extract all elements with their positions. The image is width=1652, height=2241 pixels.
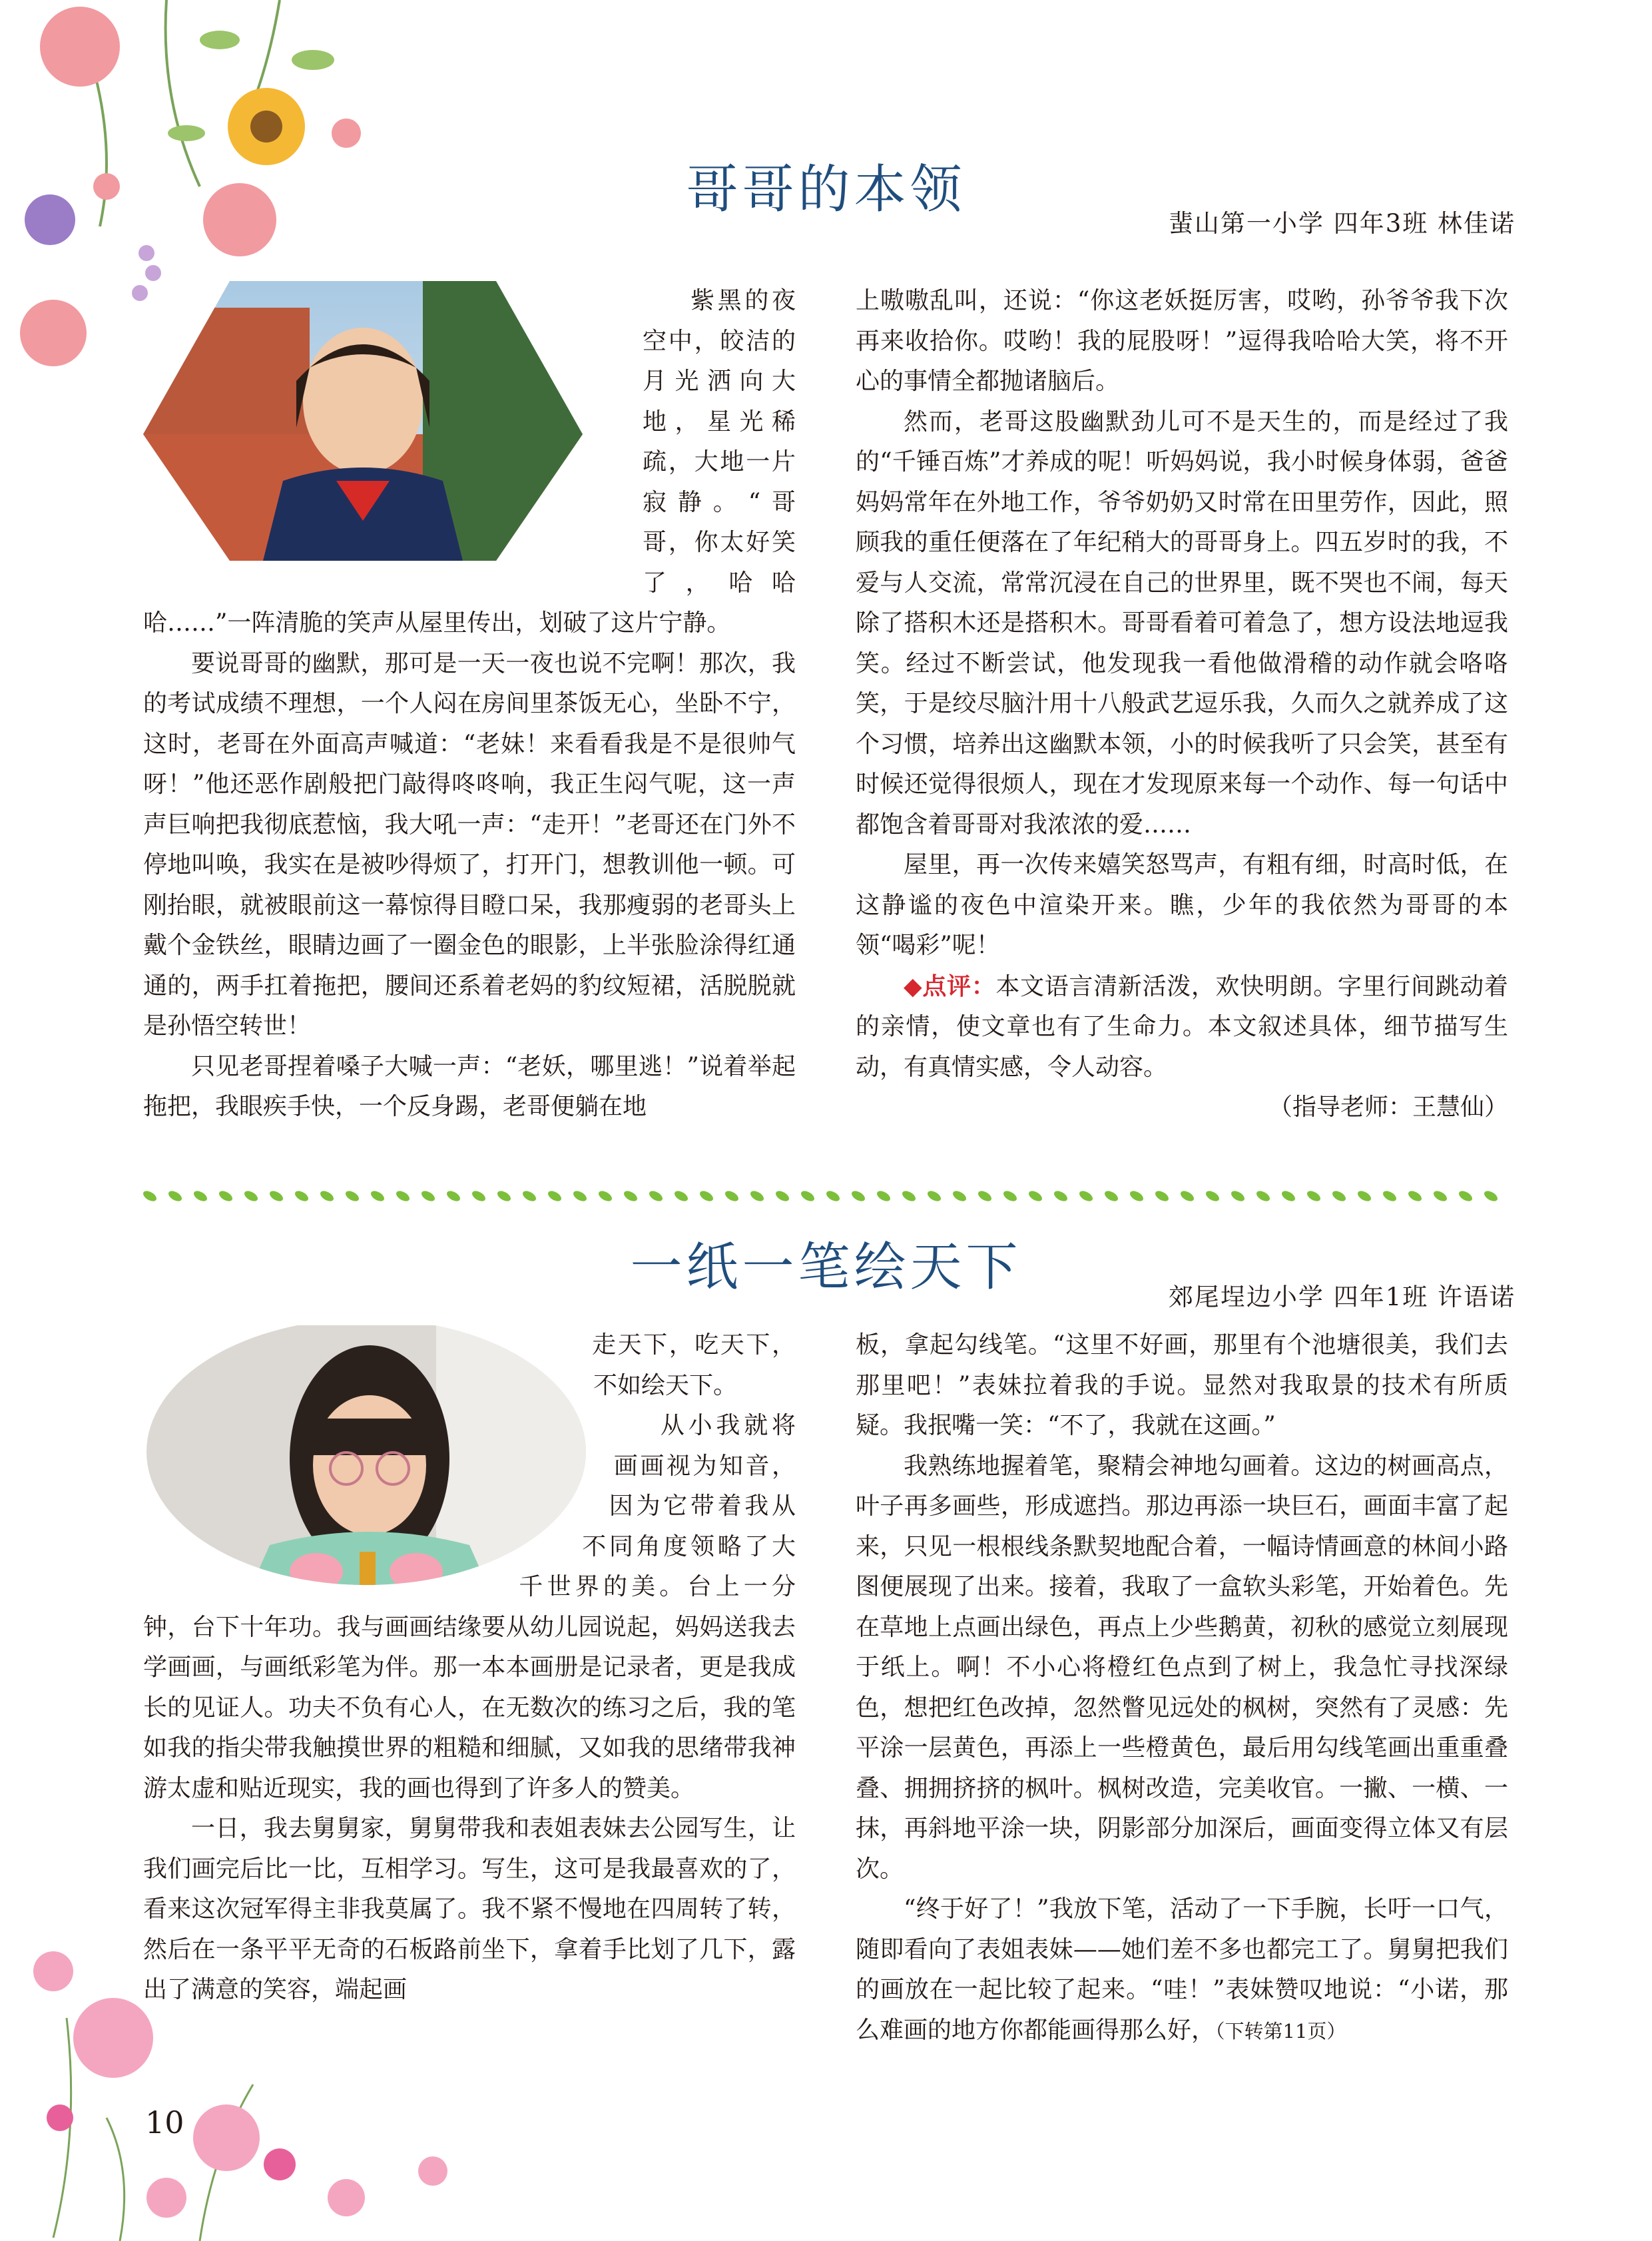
divider-leaf [824,1189,841,1203]
divider-leaf [1001,1189,1018,1203]
divider-leaf [546,1189,563,1203]
article-1-left-paragraph: 要说哥哥的幽默，那可是一天一夜也说不完啊！那次，我的考试成绩不理想，一个人闷在房间里茶饭无心，坐卧不宁，这时，老哥在外面高声喊道：“老妹！来看看我是不是很帅气呀！”他还恶作剧般把门敲得咚咚响，我正生闷气呢，这一声声巨响把我彻底惹恼，我大吼一声：“走开！”老哥还在门外不停地叫唤，我实在是被吵得烦了，打开门，想教训他一顿。可刚抬眼，就被眼前这一幕惊得目瞪口呆，我那瘦弱的老哥头上戴个金铁丝，眼睛边画了一圈金色的眼影，上半张脸涂得红通通的，两手扛着拖把，腰间还系着老妈的豹纹短裙，活脱脱就是孙悟空转世！ [143,649,796,1040]
article-1-right-paragraph: 然而，老哥这股幽默劲儿可不是天生的，而是经过了我的“千锤百炼”才养成的呢！听妈妈说，我小时候身体弱，爸爸妈妈常年在外地工作，爷爷奶奶又时常在田里劳作，因此，照顾我的重任便落在了年纪稍大的哥哥身上。四五岁时的我，不爱与人交流，常常沉浸在自己的世界里，既不哭也不闹，每天除了搭积木还是搭积木。哥哥看着可着急了，想方设法地逗我笑。经过不断尝试，他发现我一看他做滑稽的动作就会咯咯笑，于是绞尽脑汁用十八般武艺逗乐我，久而久之就养成了这个习惯，培养出这幽默本领，小的时候我听了只会笑，甚至有时候还觉得很烦人，现在才发现原来每一个动作、每一句话中都饱含着哥哥对我浓浓的爱…… [856,408,1508,838]
divider-leaf [242,1189,259,1203]
divider-leaf [192,1189,208,1203]
divider-leaf [1457,1189,1474,1203]
divider-leaf [723,1189,740,1203]
divider-leaf [597,1189,613,1203]
article-2-left-paragraph: 从小我就将画画视为知音，因为它带着我从不同角度领略了大千世界的美。台上一分钟，台下十年功。我与画画结缘要从幼儿园说起，妈妈送我去学画画，与画纸彩笔为伴。那一本本画册是记录者，更是我成长的见证人。功夫不负有心人，在无数次的练习之后，我的笔如我的指尖带我触摸世界的粗糙和细腻，又如我的思绪带我神游太虚和贴近现实，我的画也得到了许多人的赞美。 [143,1412,796,1802]
article-1-comment [856,966,1508,1088]
divider-leaf [268,1189,284,1203]
divider-leaf [1229,1189,1246,1203]
divider-leaf [419,1189,436,1203]
divider-leaf [698,1189,714,1203]
divider-leaf [217,1189,234,1203]
divider-leaf [1077,1189,1094,1203]
divider-leaf [495,1189,512,1203]
divider-leaf [1330,1189,1347,1203]
divider-leaf [166,1189,183,1203]
divider-leaf [1432,1189,1448,1203]
article-1-title: 哥哥的本领 [686,160,966,220]
article-2-left-column [143,1325,796,2011]
divider-leaf [521,1189,537,1203]
article-1-teacher-credit: （指导老师：王慧仙） [1268,1094,1508,1121]
comment-label: ◆点评： [904,972,996,1000]
divider-leaf [1356,1189,1372,1203]
divider-leaf [470,1189,487,1203]
article-2-left-paragraph: 一日，我去舅舅家，舅舅带我和表姐表妹去公园写生，让我们画完后比一比，互相学习。写生，这可是我最喜欢的了，看来这次冠军得主非我莫属了。我不紧不慢地在四周转了转，然后在一条平平无奇的石板路前坐下，拿着手比划了几下，露出了满意的笑容，端起画 [143,1815,796,2003]
paragraph-text: “终于好了！”我放下笔，活动了一下手腕，长吁一口气，随即看向了表姐表妹——她们差不多也都完工了。舅舅把我们的画放在一起比较了起来。“哇！”表妹赞叹地说：“小诺，那么难画的地方你都能画得那么好， [856,1895,1508,2044]
divider-leaf [1103,1189,1119,1203]
divider-leaf [951,1189,967,1203]
divider-leaf [1406,1189,1423,1203]
article-1-right-paragraph: 屋里，再一次传来嬉笑怒骂声，有粗有细，时高时低，在这静谧的夜色中渲染开来。瞧，少年的我依然为哥哥的本领“喝彩”呢！ [856,851,1508,959]
divider-leaf [976,1189,993,1203]
article-2-right-paragraph: 我熟练地握着笔，聚精会神地勾画着。这边的树画高点，叶子再多画些，形成遮挡。那边再添一块巨石，画面丰富了起来，只见一根根线条默契地配合着，一幅诗情画意的林间小路图便展现了出来。接着，我取了一盒软头彩笔，开始着色。先在草地上点画出绿色，再点上少些鹅黄，初秋的感觉立刻展现于纸上。啊！不小心将橙红色点到了树上，我急忙寻找深绿色，想把红色改掉，忽然瞥见远处的枫树，突然有了灵感：先平涂一层黄色，再添上一些橙黄色，最后用勾线笔画出重重叠叠、拥拥挤挤的枫叶。枫树改造，完美收官。一撇、一横、一抹，再斜地平涂一块，阴影部分加深后，画面变得立体又有层次。 [856,1452,1508,1883]
divider-leaf [344,1189,360,1203]
section-divider [143,1188,1512,1204]
article-1-byline: 蜚山第一小学 四年3班 林佳诺 [1168,209,1515,238]
article-1-right-column [856,281,1508,1128]
divider-leaf [143,1189,158,1203]
divider-leaf [647,1189,664,1203]
divider-leaf [1179,1189,1195,1203]
divider-leaf [1381,1189,1398,1203]
divider-leaf [850,1189,866,1203]
continued-note: （下转第11页） [1215,2019,1346,2043]
divider-leaf [293,1189,310,1203]
divider-leaf [875,1189,892,1203]
divider-leaf [318,1189,335,1203]
divider-leaf [571,1189,588,1203]
divider-leaf [1128,1189,1145,1203]
divider-leaf [1027,1189,1043,1203]
divider-leaf [1254,1189,1271,1203]
divider-leaf [774,1189,790,1203]
article-1-left-paragraph: 紫黑的夜空中，皎洁的月光洒向大地，星光稀疏，大地一片寂静。“哥哥，你太好笑了，哈哈哈……”一阵清脆的笑声从屋里传出，划破了这片宁静。 [143,287,796,637]
divider-leaf [926,1189,942,1203]
divider-leaf [1052,1189,1069,1203]
article-2-left-paragraph: 走天下，吃天下，不如绘天下。 [592,1331,796,1399]
article-2-right-paragraph: 板，拿起勾线笔。“这里不好画，那里有个池塘很美，我们去那里吧！”表妹拉着我的手说。显然对我取景的技术有所质疑。我抿嘴一笑：“不了，我就在这画。” [856,1331,1508,1439]
page-number: 10 [145,2104,184,2140]
divider-leaf [394,1189,411,1203]
article-1-left-column [143,281,796,1127]
divider-leaf [1305,1189,1322,1203]
article-2-title: 一纸一笔绘天下 [630,1237,1022,1297]
divider-leaf [1204,1189,1221,1203]
divider-leaf [369,1189,386,1203]
divider-leaf [673,1189,689,1203]
divider-leaf [748,1189,765,1203]
divider-leaf [445,1189,461,1203]
divider-leaf [1280,1189,1296,1203]
divider-leaf [799,1189,816,1203]
comment-text: 本文语言清新活泼，欢快明朗。字里行间跳动着的亲情，使文章也有了生命力。本文叙述具体，细节描写生动，有真情实感，令人动容。 [856,972,1508,1081]
divider-leaf [900,1189,917,1203]
divider-leaf [1482,1189,1499,1203]
article-2-photo [143,1325,623,1595]
article-2-byline: 郊尾埕边小学 四年1班 许语诺 [1168,1283,1515,1311]
divider-leaf [622,1189,639,1203]
article-1-photo [143,281,616,581]
divider-leaf [1153,1189,1170,1203]
article-2-right-column [856,1325,1508,2051]
article-1-right-paragraph: 上嗷嗷乱叫，还说：“你这老妖挺厉害，哎哟，孙爷爷我下次再来收拾你。哎哟！我的屁股呀！”逗得我哈哈大笑，将不开心的事情全都抛诸脑后。 [856,287,1508,395]
article-2-right-paragraph [856,1889,1508,2051]
article-1-left-paragraph: 只见老哥捏着嗓子大喊一声：“老妖，哪里逃！”说着举起拖把，我眼疾手快，一个反身踢，老哥便躺在地 [143,1052,796,1120]
